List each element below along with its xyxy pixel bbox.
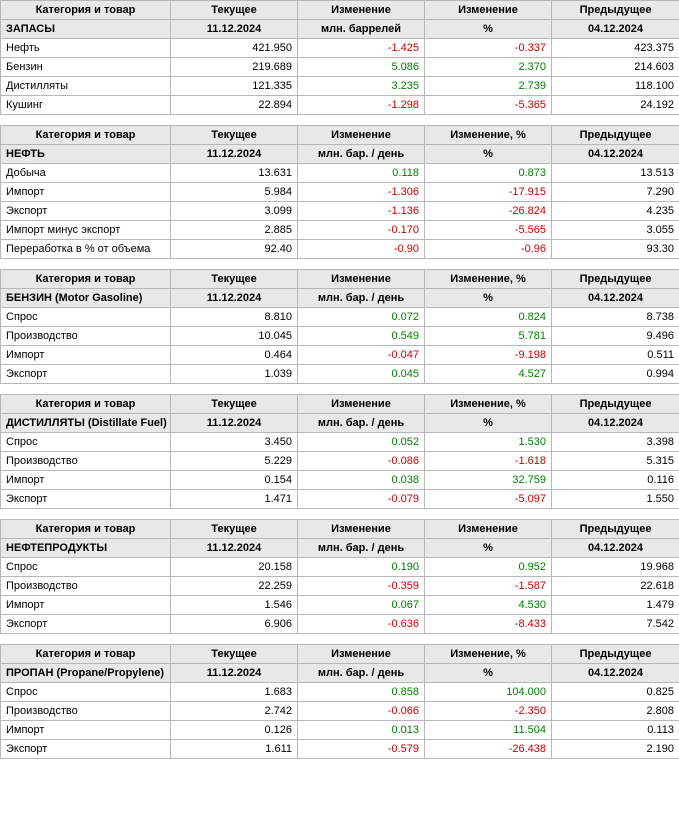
row-value: 2.885	[171, 221, 298, 240]
column-header: Текущее	[171, 645, 298, 664]
column-header: Предыдущее	[552, 520, 679, 539]
row-value: 2.808	[552, 702, 679, 721]
row-value: 0.052	[298, 433, 425, 452]
row-value: -0.170	[298, 221, 425, 240]
row-label: Нефть	[1, 39, 171, 58]
subheader-cell: млн. бар. / день	[298, 539, 425, 558]
row-value: 0.154	[171, 471, 298, 490]
column-header: Текущее	[171, 1, 298, 20]
subheader-cell: млн. бар. / день	[298, 289, 425, 308]
row-value: 0.190	[298, 558, 425, 577]
row-value: -0.086	[298, 452, 425, 471]
table-header-row	[1, 1, 679, 20]
subheader-cell: %	[425, 20, 552, 39]
data-table	[0, 519, 679, 634]
row-value: 1.683	[171, 683, 298, 702]
row-value: 22.894	[171, 96, 298, 115]
row-value: 0.873	[425, 164, 552, 183]
column-header: Предыдущее	[552, 1, 679, 20]
column-header: Предыдущее	[552, 395, 679, 414]
row-value: -5.365	[425, 96, 552, 115]
row-value: 5.229	[171, 452, 298, 471]
row-value: 22.618	[552, 577, 679, 596]
column-header: Изменение	[425, 1, 552, 20]
row-value: -1.298	[298, 96, 425, 115]
table-row	[1, 596, 679, 615]
column-header: Изменение, %	[425, 270, 552, 289]
row-value: -0.359	[298, 577, 425, 596]
row-label: Спрос	[1, 433, 171, 452]
column-header: Текущее	[171, 520, 298, 539]
row-value: 4.530	[425, 596, 552, 615]
column-header: Изменение	[298, 270, 425, 289]
row-value: 1.039	[171, 365, 298, 384]
column-header: Изменение	[298, 645, 425, 664]
column-header: Изменение, %	[425, 126, 552, 145]
row-value: -0.047	[298, 346, 425, 365]
data-table	[0, 0, 679, 115]
row-value: 3.235	[298, 77, 425, 96]
subheader-cell: млн. бар. / день	[298, 145, 425, 164]
row-value: 4.527	[425, 365, 552, 384]
row-value: 118.100	[552, 77, 679, 96]
row-label: Спрос	[1, 308, 171, 327]
row-label: Импорт	[1, 471, 171, 490]
table-row	[1, 240, 679, 259]
column-header: Предыдущее	[552, 645, 679, 664]
row-value: 0.013	[298, 721, 425, 740]
row-value: 32.759	[425, 471, 552, 490]
row-value: -1.587	[425, 577, 552, 596]
row-value: 2.739	[425, 77, 552, 96]
row-value: 1.546	[171, 596, 298, 615]
table-row	[1, 202, 679, 221]
row-value: 9.496	[552, 327, 679, 346]
table-row	[1, 327, 679, 346]
row-value: 121.335	[171, 77, 298, 96]
row-value: -5.565	[425, 221, 552, 240]
subheader-cell: 04.12.2024	[552, 414, 679, 433]
section-title: НЕФТЬ	[1, 145, 171, 164]
row-value: 0.994	[552, 365, 679, 384]
subheader-cell: 11.12.2024	[171, 20, 298, 39]
table-row	[1, 702, 679, 721]
row-value: 6.906	[171, 615, 298, 634]
table-row	[1, 577, 679, 596]
row-value: 5.781	[425, 327, 552, 346]
row-value: 0.126	[171, 721, 298, 740]
subheader-cell: 11.12.2024	[171, 664, 298, 683]
subheader-cell: 04.12.2024	[552, 145, 679, 164]
table-row	[1, 77, 679, 96]
table-subheader-row	[1, 20, 679, 39]
row-value: 0.511	[552, 346, 679, 365]
row-value: -1.618	[425, 452, 552, 471]
subheader-cell: 04.12.2024	[552, 289, 679, 308]
row-value: 423.375	[552, 39, 679, 58]
row-value: 0.038	[298, 471, 425, 490]
column-header: Категория и товар	[1, 270, 171, 289]
row-label: Добыча	[1, 164, 171, 183]
section-title: ДИСТИЛЛЯТЫ (Distillate Fuel)	[1, 414, 171, 433]
table-row	[1, 164, 679, 183]
column-header: Текущее	[171, 126, 298, 145]
column-header: Изменение, %	[425, 645, 552, 664]
row-value: 5.984	[171, 183, 298, 202]
row-value: -0.337	[425, 39, 552, 58]
table-header-row	[1, 270, 679, 289]
row-value: 13.513	[552, 164, 679, 183]
table-row	[1, 58, 679, 77]
column-header: Изменение	[298, 126, 425, 145]
row-value: -1.306	[298, 183, 425, 202]
row-label: Импорт	[1, 596, 171, 615]
column-header: Изменение	[298, 1, 425, 20]
row-value: -26.824	[425, 202, 552, 221]
row-label: Экспорт	[1, 202, 171, 221]
section-title: ПРОПАН (Propane/Propylene)	[1, 664, 171, 683]
data-table	[0, 644, 679, 759]
row-value: 3.450	[171, 433, 298, 452]
row-value: 1.471	[171, 490, 298, 509]
row-label: Спрос	[1, 683, 171, 702]
column-header: Категория и товар	[1, 645, 171, 664]
table-row	[1, 346, 679, 365]
row-value: 421.950	[171, 39, 298, 58]
row-value: 0.825	[552, 683, 679, 702]
row-value: 3.398	[552, 433, 679, 452]
row-value: 20.158	[171, 558, 298, 577]
subheader-cell: 11.12.2024	[171, 539, 298, 558]
table-row	[1, 740, 679, 759]
row-label: Импорт минус экспорт	[1, 221, 171, 240]
table-subheader-row	[1, 664, 679, 683]
row-value: 13.631	[171, 164, 298, 183]
row-label: Производство	[1, 327, 171, 346]
data-table	[0, 394, 679, 509]
table-row	[1, 433, 679, 452]
table-header-row	[1, 520, 679, 539]
section-title: БЕНЗИН (Motor Gasoline)	[1, 289, 171, 308]
row-value: -0.90	[298, 240, 425, 259]
subheader-cell: млн. баррелей	[298, 20, 425, 39]
row-label: Импорт	[1, 721, 171, 740]
row-value: 4.235	[552, 202, 679, 221]
data-table	[0, 269, 679, 384]
row-value: -26.438	[425, 740, 552, 759]
table-row	[1, 39, 679, 58]
table-row	[1, 558, 679, 577]
row-value: -5.097	[425, 490, 552, 509]
row-label: Экспорт	[1, 365, 171, 384]
row-label: Импорт	[1, 183, 171, 202]
row-value: 92.40	[171, 240, 298, 259]
row-label: Спрос	[1, 558, 171, 577]
row-label: Экспорт	[1, 490, 171, 509]
row-value: 93.30	[552, 240, 679, 259]
row-value: -0.96	[425, 240, 552, 259]
row-value: 11.504	[425, 721, 552, 740]
row-value: 2.370	[425, 58, 552, 77]
column-header: Категория и товар	[1, 520, 171, 539]
row-value: 0.072	[298, 308, 425, 327]
row-value: 0.858	[298, 683, 425, 702]
row-label: Экспорт	[1, 615, 171, 634]
row-value: -0.066	[298, 702, 425, 721]
subheader-cell: 11.12.2024	[171, 289, 298, 308]
column-header: Текущее	[171, 270, 298, 289]
table-subheader-row	[1, 414, 679, 433]
row-value: 0.824	[425, 308, 552, 327]
column-header: Изменение, %	[425, 395, 552, 414]
table-row	[1, 183, 679, 202]
table-subheader-row	[1, 289, 679, 308]
table-row	[1, 308, 679, 327]
table-header-row	[1, 395, 679, 414]
table-header-row	[1, 126, 679, 145]
row-value: 24.192	[552, 96, 679, 115]
row-value: 1.550	[552, 490, 679, 509]
section-title: ЗАПАСЫ	[1, 20, 171, 39]
column-header: Категория и товар	[1, 126, 171, 145]
table-row	[1, 490, 679, 509]
row-value: 2.742	[171, 702, 298, 721]
row-label: Переработка в % от объема	[1, 240, 171, 259]
table-row	[1, 615, 679, 634]
subheader-cell: 04.12.2024	[552, 664, 679, 683]
subheader-cell: 04.12.2024	[552, 539, 679, 558]
subheader-cell: %	[425, 414, 552, 433]
row-value: 8.810	[171, 308, 298, 327]
row-value: 3.099	[171, 202, 298, 221]
row-label: Экспорт	[1, 740, 171, 759]
row-value: 5.086	[298, 58, 425, 77]
row-value: 0.113	[552, 721, 679, 740]
row-value: 22.259	[171, 577, 298, 596]
row-value: -0.579	[298, 740, 425, 759]
subheader-cell: млн. бар. / день	[298, 414, 425, 433]
row-value: 0.118	[298, 164, 425, 183]
subheader-cell: %	[425, 664, 552, 683]
row-value: 5.315	[552, 452, 679, 471]
row-value: 3.055	[552, 221, 679, 240]
column-header: Изменение	[298, 395, 425, 414]
row-value: -1.425	[298, 39, 425, 58]
table-row	[1, 365, 679, 384]
row-value: 7.542	[552, 615, 679, 634]
row-value: -8.433	[425, 615, 552, 634]
row-value: 0.549	[298, 327, 425, 346]
column-header: Текущее	[171, 395, 298, 414]
row-value: -0.636	[298, 615, 425, 634]
row-label: Производство	[1, 452, 171, 471]
table-row	[1, 452, 679, 471]
row-value: 0.067	[298, 596, 425, 615]
row-value: 2.190	[552, 740, 679, 759]
row-value: -1.136	[298, 202, 425, 221]
row-value: -17.915	[425, 183, 552, 202]
row-value: 0.116	[552, 471, 679, 490]
table-row	[1, 221, 679, 240]
subheader-cell: %	[425, 145, 552, 164]
row-label: Производство	[1, 577, 171, 596]
column-header: Категория и товар	[1, 1, 171, 20]
row-value: -0.079	[298, 490, 425, 509]
row-value: -2.350	[425, 702, 552, 721]
data-table	[0, 125, 679, 259]
column-header: Изменение	[298, 520, 425, 539]
table-subheader-row	[1, 539, 679, 558]
subheader-cell: 11.12.2024	[171, 145, 298, 164]
subheader-cell: 11.12.2024	[171, 414, 298, 433]
row-label: Производство	[1, 702, 171, 721]
row-value: 0.045	[298, 365, 425, 384]
row-value: 8.738	[552, 308, 679, 327]
subheader-cell: 04.12.2024	[552, 20, 679, 39]
column-header: Изменение	[425, 520, 552, 539]
row-label: Импорт	[1, 346, 171, 365]
subheader-cell: млн. бар. / день	[298, 664, 425, 683]
table-header-row	[1, 645, 679, 664]
row-value: 214.603	[552, 58, 679, 77]
table-row	[1, 96, 679, 115]
table-row	[1, 683, 679, 702]
column-header: Предыдущее	[552, 270, 679, 289]
row-value: 219.689	[171, 58, 298, 77]
row-label: Дистилляты	[1, 77, 171, 96]
row-value: 10.045	[171, 327, 298, 346]
subheader-cell: %	[425, 539, 552, 558]
row-value: 0.464	[171, 346, 298, 365]
row-value: 1.479	[552, 596, 679, 615]
row-value: 1.611	[171, 740, 298, 759]
row-label: Кушинг	[1, 96, 171, 115]
row-value: 1.530	[425, 433, 552, 452]
row-value: 0.952	[425, 558, 552, 577]
row-value: -9.198	[425, 346, 552, 365]
row-value: 7.290	[552, 183, 679, 202]
table-row	[1, 471, 679, 490]
row-value: 104.000	[425, 683, 552, 702]
row-value: 19.968	[552, 558, 679, 577]
section-title: НЕФТЕПРОДУКТЫ	[1, 539, 171, 558]
table-row	[1, 721, 679, 740]
column-header: Категория и товар	[1, 395, 171, 414]
row-label: Бензин	[1, 58, 171, 77]
subheader-cell: %	[425, 289, 552, 308]
table-subheader-row	[1, 145, 679, 164]
column-header: Предыдущее	[552, 126, 679, 145]
